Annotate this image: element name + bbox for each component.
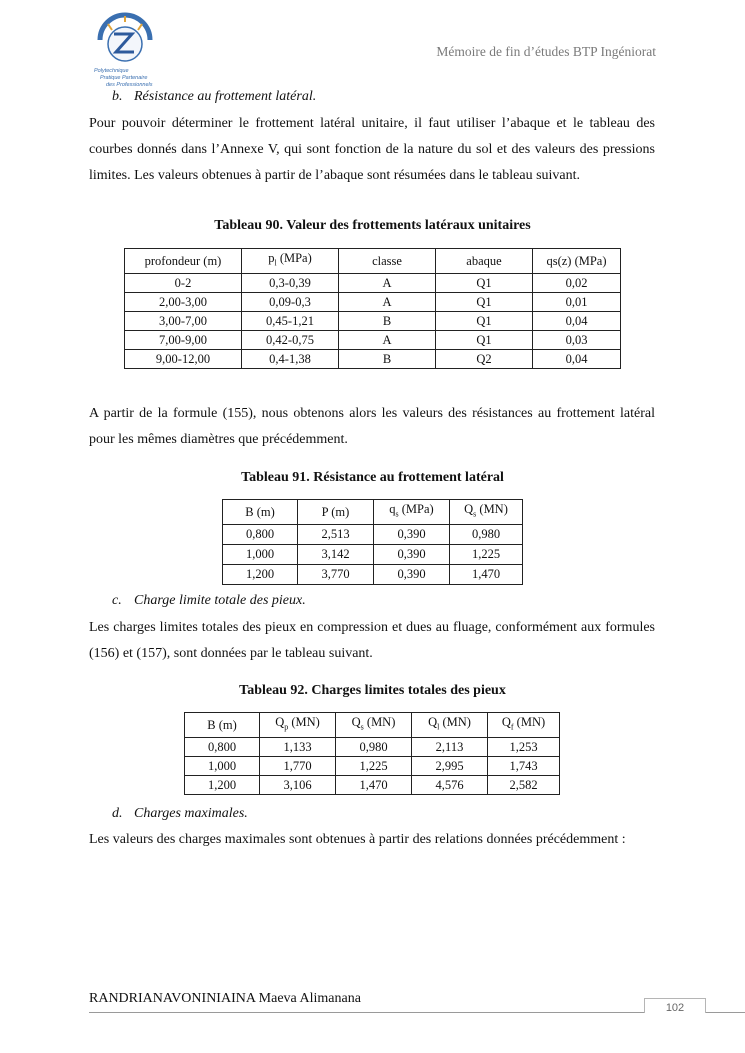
table-cell: 1,200 xyxy=(185,775,260,794)
table-cell: 1,000 xyxy=(223,544,298,564)
table-cell: 3,106 xyxy=(260,775,336,794)
table-cell: 1,743 xyxy=(488,756,560,775)
table-90-header xyxy=(125,249,621,274)
table-cell: Q2 xyxy=(436,349,533,368)
table-cell: B xyxy=(339,349,436,368)
logo-line-2: Pratique Partenaire xyxy=(100,75,148,81)
section-d-heading xyxy=(112,806,248,822)
table-92-caption: Tableau 92. Charges limites totales des pieux xyxy=(239,683,506,698)
table-row xyxy=(185,756,560,775)
table-92 xyxy=(184,712,560,795)
table-cell: 2,582 xyxy=(488,775,560,794)
table-cell: A xyxy=(339,330,436,349)
logo-line-1: Polytechnique xyxy=(94,68,129,74)
table-cell: 0-2 xyxy=(125,273,242,292)
header-cell: qs(z) (MPa) xyxy=(533,249,621,274)
table-cell: 4,576 xyxy=(412,775,488,794)
table-cell: 0,390 xyxy=(374,564,450,584)
table-cell: 2,113 xyxy=(412,737,488,756)
table-row xyxy=(223,524,523,544)
section-b-heading xyxy=(112,89,316,105)
table-cell: 0,3-0,39 xyxy=(242,273,339,292)
table-row xyxy=(125,273,621,292)
table-cell: 1,200 xyxy=(223,564,298,584)
table-91-header xyxy=(223,500,523,525)
table-cell: 0,980 xyxy=(336,737,412,756)
table-cell: 0,980 xyxy=(450,524,523,544)
header-cell: B (m) xyxy=(185,713,260,738)
section-d-title: Charges maximales. xyxy=(134,806,248,821)
table-row xyxy=(223,564,523,584)
table-row xyxy=(125,349,621,368)
table-cell: 0,4-1,38 xyxy=(242,349,339,368)
header-cell: B (m) xyxy=(223,500,298,525)
paragraph-2: A partir de la formule (155), nous obtenons alors les valeurs des résistances au frottement latéral pour les mêmes diamètres que précédemment. xyxy=(89,406,655,447)
page-number: 102 xyxy=(644,998,706,1013)
table-cell: 9,00-12,00 xyxy=(125,349,242,368)
header-cell: abaque xyxy=(436,249,533,274)
table-cell: 1,225 xyxy=(336,756,412,775)
table-cell: 0,390 xyxy=(374,544,450,564)
table-row xyxy=(223,544,523,564)
table-cell: 0,800 xyxy=(185,737,260,756)
table-row xyxy=(125,330,621,349)
table-cell: Q1 xyxy=(436,330,533,349)
table-cell: 3,142 xyxy=(298,544,374,564)
table-cell: 7,00-9,00 xyxy=(125,330,242,349)
table-cell: Q1 xyxy=(436,292,533,311)
header-cell: $Q_s$ (MN) xyxy=(336,713,412,738)
table-cell: A xyxy=(339,292,436,311)
table-cell: 1,225 xyxy=(450,544,523,564)
table-cell: 0,45-1,21 xyxy=(242,311,339,330)
table-cell: 2,00-3,00 xyxy=(125,292,242,311)
table-row xyxy=(185,737,560,756)
table-91 xyxy=(222,499,523,585)
footer-author: RANDRIANAVONINIAINA Maeva Alimanana xyxy=(89,991,361,1006)
table-cell: 1,470 xyxy=(450,564,523,584)
header-cell: P (m) xyxy=(298,500,374,525)
table-row xyxy=(125,311,621,330)
table-cell: 1,253 xyxy=(488,737,560,756)
table-91-caption: Tableau 91. Résistance au frottement latéral xyxy=(241,470,504,485)
table-cell: 0,04 xyxy=(533,311,621,330)
table-cell: 3,00-7,00 xyxy=(125,311,242,330)
header-cell: $q_s$ (MPa) xyxy=(374,500,450,525)
table-cell: A xyxy=(339,273,436,292)
section-b-title: Résistance au frottement latéral. xyxy=(134,89,317,104)
section-c-letter: c. xyxy=(112,593,122,608)
header-cell: $p_l$ (MPa) xyxy=(242,249,339,274)
section-d-letter: d. xyxy=(112,806,123,821)
header-cell: $Q_f$ (MN) xyxy=(488,713,560,738)
header-cell: $Q_l$ (MN) xyxy=(412,713,488,738)
header-cell: profondeur (m) xyxy=(125,249,242,274)
header-cell: $Q_p$ (MN) xyxy=(260,713,336,738)
table-90 xyxy=(124,248,621,369)
section-b-letter: b. xyxy=(112,89,123,104)
header-cell: $Q_s$ (MN) xyxy=(450,500,523,525)
table-cell: Q1 xyxy=(436,273,533,292)
table-cell: 0,09-0,3 xyxy=(242,292,339,311)
table-cell: 0,04 xyxy=(533,349,621,368)
school-logo xyxy=(90,10,160,90)
table-row xyxy=(125,292,621,311)
table-cell: 1,133 xyxy=(260,737,336,756)
paragraph-4: Les valeurs des charges maximales sont obtenues à partir des relations données précédemment : xyxy=(89,832,626,847)
table-cell: 0,01 xyxy=(533,292,621,311)
paragraph-3: Les charges limites totales des pieux en compression et dues au fluage, conformément aux formules (156) et (157), sont données par le tableau suivant. xyxy=(89,620,655,661)
table-row xyxy=(185,775,560,794)
header-title: Mémoire de fin d’études BTP Ingéniorat xyxy=(436,44,656,59)
table-92-header xyxy=(185,713,560,738)
table-cell: 1,000 xyxy=(185,756,260,775)
table-cell: 2,513 xyxy=(298,524,374,544)
table-cell: 0,03 xyxy=(533,330,621,349)
table-cell: 0,42-0,75 xyxy=(242,330,339,349)
table-cell: B xyxy=(339,311,436,330)
table-cell: 0,02 xyxy=(533,273,621,292)
table-90-caption: Tableau 90. Valeur des frottements latéraux unitaires xyxy=(214,218,531,233)
section-c-heading xyxy=(112,593,306,609)
table-cell: 0,390 xyxy=(374,524,450,544)
table-cell: 1,770 xyxy=(260,756,336,775)
header-cell: classe xyxy=(339,249,436,274)
table-cell: 2,995 xyxy=(412,756,488,775)
table-cell: 3,770 xyxy=(298,564,374,584)
table-cell: Q1 xyxy=(436,311,533,330)
table-cell: 1,470 xyxy=(336,775,412,794)
section-c-title: Charge limite totale des pieux. xyxy=(134,593,306,608)
paragraph-1: Pour pouvoir déterminer le frottement latéral unitaire, il faut utiliser l’abaque et le tableau des courbes donnés dans l’Annexe V, qui sont fonction de la nature du sol et des valeurs des pressions limites. Les valeurs obtenues à partir de l’abaque sont résumées dans le tableau suivant. xyxy=(89,116,655,183)
table-cell: 0,800 xyxy=(223,524,298,544)
logo-line-3: des Professionnels xyxy=(106,82,153,88)
